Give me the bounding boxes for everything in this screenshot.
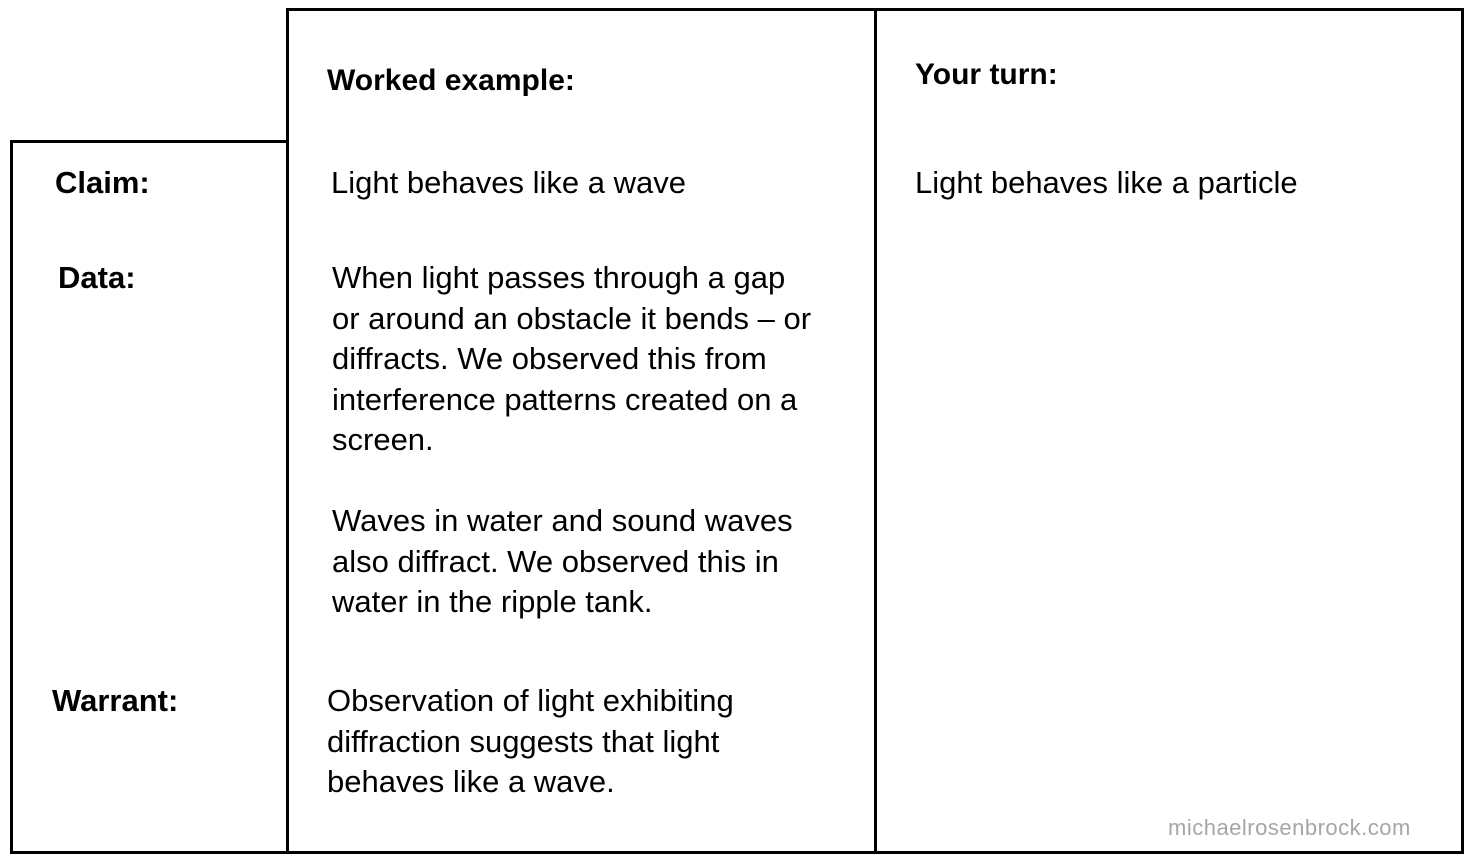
worked-example-warrant: Observation of light exhibiting diffraction suggests that light behaves like a wave.	[327, 683, 734, 799]
data-label: Data:	[58, 260, 136, 295]
watermark: michaelrosenbrock.com	[1168, 815, 1411, 840]
labels-column	[10, 140, 289, 854]
warrant-label: Warrant:	[52, 683, 179, 718]
worked-example-claim: Light behaves like a wave	[331, 165, 687, 200]
claim-label: Claim:	[55, 165, 150, 200]
worked-example-heading: Worked example:	[327, 64, 575, 97]
your-turn-claim: Light behaves like a particle	[915, 165, 1298, 200]
your-turn-heading: Your turn:	[915, 58, 1058, 91]
worked-example-data-paragraph-1: When light passes through a gap or around an obstacle it bends – or diffracts. We observed this from interference patterns created on a screen.	[332, 260, 812, 457]
worked-example-data-paragraph-2: Waves in water and sound waves also diffract. We observed this in water in the ripple tank.	[332, 503, 793, 619]
your-turn-column	[874, 8, 1464, 854]
